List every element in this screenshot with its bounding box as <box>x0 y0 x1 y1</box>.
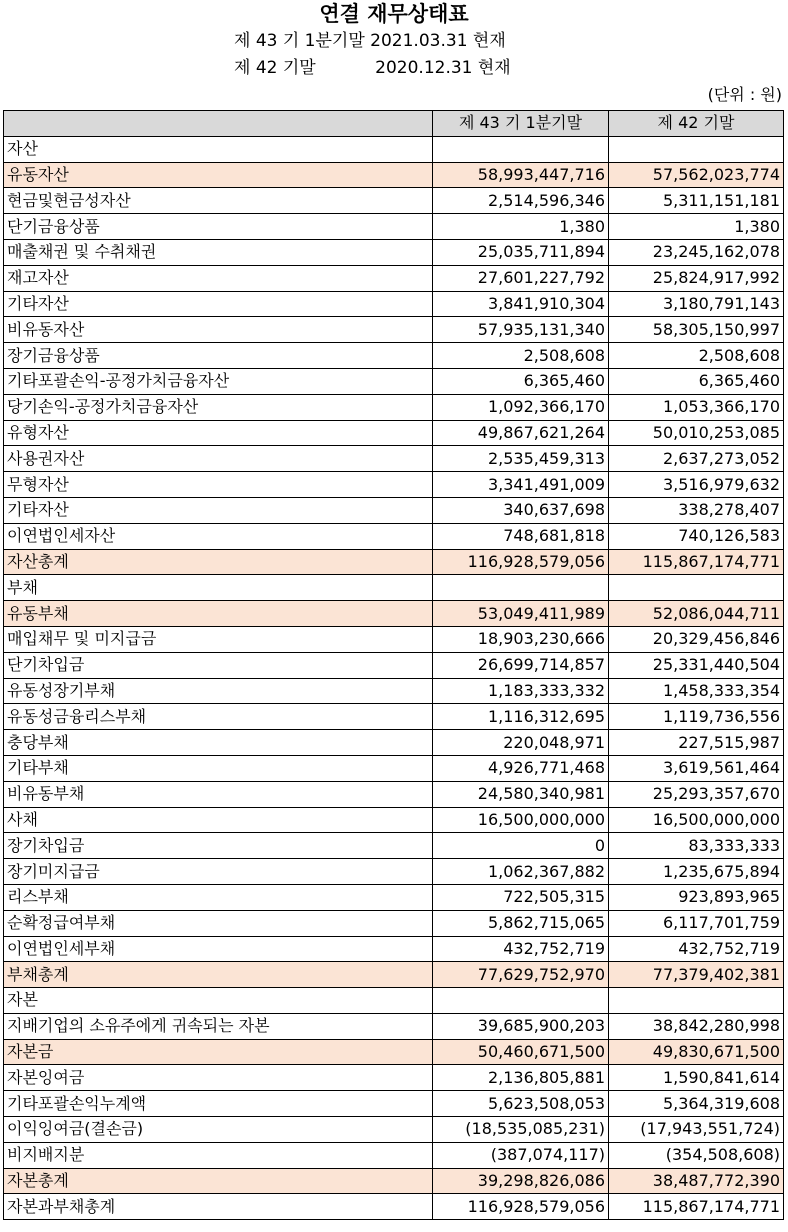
header-current-period: 제 43 기 1분기말 <box>433 111 609 137</box>
current-period-value: 3,841,910,304 <box>433 291 609 317</box>
account-name: 무형자산 <box>4 472 433 498</box>
prior-period-value: 3,180,791,143 <box>609 291 784 317</box>
table-row <box>4 730 784 756</box>
current-period-value: (18,535,085,231) <box>433 1117 609 1143</box>
document-title: 연결 재무상태표 <box>319 2 469 26</box>
account-name: 자본총계 <box>4 1168 433 1194</box>
account-name: 리스부채 <box>4 884 433 910</box>
account-name: 이연법인세부채 <box>4 936 433 962</box>
table-row <box>4 523 784 549</box>
prior-period-value: 2,508,608 <box>609 343 784 369</box>
header-prior-period: 제 42 기말 <box>609 111 784 137</box>
prior-period-value: 1,235,675,894 <box>609 859 784 885</box>
table-row <box>4 136 784 162</box>
prior-period-value: 5,311,151,181 <box>609 188 784 214</box>
prior-period-value <box>609 136 784 162</box>
table-row <box>4 1142 784 1168</box>
prior-period-value: 83,333,333 <box>609 833 784 859</box>
table-row <box>4 1039 784 1065</box>
table-row <box>4 1091 784 1117</box>
prior-period-value: 5,364,319,608 <box>609 1091 784 1117</box>
account-name: 이익잉여금(결손금) <box>4 1117 433 1143</box>
prior-period-value: 38,842,280,998 <box>609 1013 784 1039</box>
current-period-value: 340,637,698 <box>433 497 609 523</box>
current-period-value: (387,074,117) <box>433 1142 609 1168</box>
account-name: 이연법인세자산 <box>4 523 433 549</box>
prior-period-value: 3,516,979,632 <box>609 472 784 498</box>
prior-period-value: 49,830,671,500 <box>609 1039 784 1065</box>
table-row <box>4 1117 784 1143</box>
current-period-value: 2,514,596,346 <box>433 188 609 214</box>
current-period-value: 77,629,752,970 <box>433 962 609 988</box>
account-name: 유동성금융리스부채 <box>4 704 433 730</box>
current-period-value: 58,993,447,716 <box>433 162 609 188</box>
prior-period-value: 1,119,736,556 <box>609 704 784 730</box>
table-row <box>4 472 784 498</box>
current-period-value: 2,136,805,881 <box>433 1065 609 1091</box>
prior-period-value: 1,590,841,614 <box>609 1065 784 1091</box>
prior-period-value: 38,487,772,390 <box>609 1168 784 1194</box>
period-prior: 제 42 기말 2020.12.31 현재 <box>234 58 511 78</box>
account-name: 장기차입금 <box>4 833 433 859</box>
account-name: 당기손익-공정가치금융자산 <box>4 394 433 420</box>
prior-period-value: 6,117,701,759 <box>609 910 784 936</box>
account-name: 자산 <box>4 136 433 162</box>
table-row <box>4 859 784 885</box>
current-period-value: 0 <box>433 833 609 859</box>
account-name: 충당부채 <box>4 730 433 756</box>
table-row <box>4 343 784 369</box>
table-row <box>4 988 784 1014</box>
current-period-value: 220,048,971 <box>433 730 609 756</box>
current-period-value: 50,460,671,500 <box>433 1039 609 1065</box>
current-period-value: 1,380 <box>433 214 609 240</box>
current-period-value: 116,928,579,056 <box>433 1194 609 1220</box>
table-row <box>4 1065 784 1091</box>
table-body <box>4 136 784 1219</box>
current-period-value: 116,928,579,056 <box>433 549 609 575</box>
table-row <box>4 884 784 910</box>
prior-period-value: 20,329,456,846 <box>609 626 784 652</box>
current-period-value: 49,867,621,264 <box>433 420 609 446</box>
current-period-value: 27,601,227,792 <box>433 265 609 291</box>
table-row <box>4 317 784 343</box>
prior-period-value: 52,086,044,711 <box>609 601 784 627</box>
unit-label: (단위 : 원) <box>707 85 782 104</box>
table-row <box>4 1013 784 1039</box>
current-period-value: 24,580,340,981 <box>433 781 609 807</box>
table-row <box>4 291 784 317</box>
account-name: 유형자산 <box>4 420 433 446</box>
table-row <box>4 188 784 214</box>
current-period-value: 39,685,900,203 <box>433 1013 609 1039</box>
account-name: 장기금융상품 <box>4 343 433 369</box>
current-period-value: 1,116,312,695 <box>433 704 609 730</box>
current-period-value: 5,862,715,065 <box>433 910 609 936</box>
header-account <box>4 111 433 137</box>
table-row <box>4 962 784 988</box>
table-row <box>4 214 784 240</box>
current-period-value: 25,035,711,894 <box>433 239 609 265</box>
current-period-value: 2,535,459,313 <box>433 446 609 472</box>
balance-sheet-table <box>3 110 784 1220</box>
table-row <box>4 1194 784 1220</box>
account-name: 지배기업의 소유주에게 귀속되는 자본 <box>4 1013 433 1039</box>
period-current: 제 43 기 1분기말 2021.03.31 현재 <box>234 31 506 51</box>
table-row <box>4 704 784 730</box>
account-name: 기타자산 <box>4 497 433 523</box>
current-period-value: 1,062,367,882 <box>433 859 609 885</box>
table-row <box>4 626 784 652</box>
prior-period-value: 115,867,174,771 <box>609 549 784 575</box>
table-row <box>4 368 784 394</box>
prior-period-value: 338,278,407 <box>609 497 784 523</box>
prior-period-value: 923,893,965 <box>609 884 784 910</box>
prior-period-value: 1,380 <box>609 214 784 240</box>
table-row <box>4 601 784 627</box>
account-name: 장기미지급금 <box>4 859 433 885</box>
account-name: 비유동부채 <box>4 781 433 807</box>
table-row <box>4 1168 784 1194</box>
current-period-value: 39,298,826,086 <box>433 1168 609 1194</box>
table-row <box>4 678 784 704</box>
prior-period-value: 6,365,460 <box>609 368 784 394</box>
current-period-value: 1,092,366,170 <box>433 394 609 420</box>
table-row <box>4 652 784 678</box>
prior-period-value: 25,824,917,992 <box>609 265 784 291</box>
account-name: 비지배지분 <box>4 1142 433 1168</box>
table-row <box>4 239 784 265</box>
current-period-value: 1,183,333,332 <box>433 678 609 704</box>
table-row <box>4 781 784 807</box>
table-header-row <box>4 111 784 137</box>
prior-period-value: 227,515,987 <box>609 730 784 756</box>
current-period-value <box>433 575 609 601</box>
account-name: 사용권자산 <box>4 446 433 472</box>
account-name: 단기차입금 <box>4 652 433 678</box>
current-period-value: 16,500,000,000 <box>433 807 609 833</box>
table-row <box>4 910 784 936</box>
prior-period-value: 2,637,273,052 <box>609 446 784 472</box>
current-period-value: 6,365,460 <box>433 368 609 394</box>
account-name: 순확정급여부채 <box>4 910 433 936</box>
prior-period-value: 1,458,333,354 <box>609 678 784 704</box>
table-row <box>4 936 784 962</box>
table-row <box>4 549 784 575</box>
account-name: 현금및현금성자산 <box>4 188 433 214</box>
table-row <box>4 807 784 833</box>
account-name: 기타부채 <box>4 755 433 781</box>
prior-period-value: 3,619,561,464 <box>609 755 784 781</box>
table-row <box>4 162 784 188</box>
table-row <box>4 394 784 420</box>
table-row <box>4 833 784 859</box>
prior-period-value: 25,293,357,670 <box>609 781 784 807</box>
prior-period-value: 432,752,719 <box>609 936 784 962</box>
prior-period-value: 740,126,583 <box>609 523 784 549</box>
account-name: 사채 <box>4 807 433 833</box>
current-period-value: 18,903,230,666 <box>433 626 609 652</box>
current-period-value <box>433 136 609 162</box>
prior-period-value: 58,305,150,997 <box>609 317 784 343</box>
account-name: 기타포괄손익누계액 <box>4 1091 433 1117</box>
current-period-value: 432,752,719 <box>433 936 609 962</box>
prior-period-value: 77,379,402,381 <box>609 962 784 988</box>
current-period-value: 3,341,491,009 <box>433 472 609 498</box>
prior-period-value: 50,010,253,085 <box>609 420 784 446</box>
prior-period-value: (354,508,608) <box>609 1142 784 1168</box>
current-period-value: 2,508,608 <box>433 343 609 369</box>
prior-period-value: 16,500,000,000 <box>609 807 784 833</box>
account-name: 부채총계 <box>4 962 433 988</box>
table-row <box>4 497 784 523</box>
account-name: 부채 <box>4 575 433 601</box>
prior-period-value: 25,331,440,504 <box>609 652 784 678</box>
table-row <box>4 575 784 601</box>
prior-period-value: 23,245,162,078 <box>609 239 784 265</box>
current-period-value: 748,681,818 <box>433 523 609 549</box>
prior-period-value <box>609 575 784 601</box>
account-name: 유동부채 <box>4 601 433 627</box>
account-name: 자본과부채총계 <box>4 1194 433 1220</box>
current-period-value: 4,926,771,468 <box>433 755 609 781</box>
current-period-value: 57,935,131,340 <box>433 317 609 343</box>
table-row <box>4 265 784 291</box>
account-name: 자본금 <box>4 1039 433 1065</box>
current-period-value <box>433 988 609 1014</box>
table-row <box>4 420 784 446</box>
account-name: 기타자산 <box>4 291 433 317</box>
account-name: 단기금융상품 <box>4 214 433 240</box>
current-period-value: 722,505,315 <box>433 884 609 910</box>
account-name: 유동자산 <box>4 162 433 188</box>
account-name: 유동성장기부채 <box>4 678 433 704</box>
prior-period-value: 1,053,366,170 <box>609 394 784 420</box>
account-name: 매출채권 및 수취채권 <box>4 239 433 265</box>
prior-period-value: 115,867,174,771 <box>609 1194 784 1220</box>
account-name: 자본잉여금 <box>4 1065 433 1091</box>
account-name: 기타포괄손익-공정가치금융자산 <box>4 368 433 394</box>
table-row <box>4 755 784 781</box>
prior-period-value <box>609 988 784 1014</box>
prior-period-value: 57,562,023,774 <box>609 162 784 188</box>
account-name: 매입채무 및 미지급금 <box>4 626 433 652</box>
account-name: 재고자산 <box>4 265 433 291</box>
current-period-value: 53,049,411,989 <box>433 601 609 627</box>
prior-period-value: (17,943,551,724) <box>609 1117 784 1143</box>
current-period-value: 5,623,508,053 <box>433 1091 609 1117</box>
account-name: 자본 <box>4 988 433 1014</box>
table-row <box>4 446 784 472</box>
account-name: 비유동자산 <box>4 317 433 343</box>
account-name: 자산총계 <box>4 549 433 575</box>
current-period-value: 26,699,714,857 <box>433 652 609 678</box>
